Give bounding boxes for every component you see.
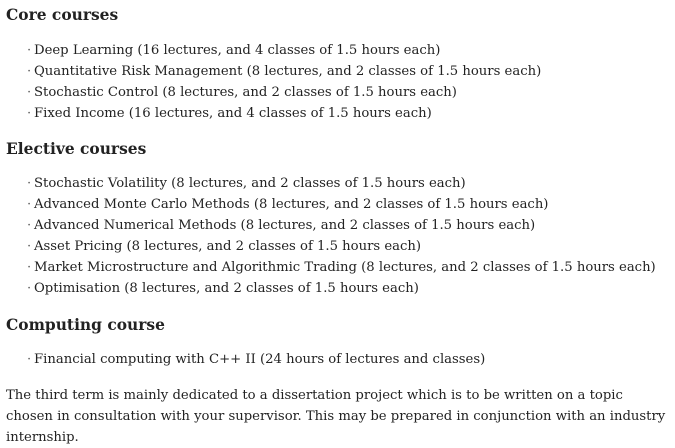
list-item xyxy=(27,40,541,61)
course-label: Fixed Income (16 lectures, and 4 classes of 1.5 hours each) xyxy=(34,106,432,121)
bullet-icon: · xyxy=(27,218,32,233)
bullet-icon: · xyxy=(27,176,32,191)
bullet-icon: · xyxy=(27,281,32,296)
course-label: Optimisation (8 lectures, and 2 classes of 1.5 hours each) xyxy=(34,281,419,296)
bullet-icon: · xyxy=(27,239,32,254)
third-term-paragraph: The third term is mainly dedicated to a dissertation project which is to be written on a topic chosen in consultation with your supervisor. This may be prepared in conjunction with an industry internship. xyxy=(6,388,666,445)
bullet-icon: · xyxy=(27,260,32,275)
list-item xyxy=(27,103,541,124)
course-label: Advanced Monte Carlo Methods (8 lectures, and 2 classes of 1.5 hours each) xyxy=(34,197,549,212)
course-label: Asset Pricing (8 lectures, and 2 classes of 1.5 hours each) xyxy=(34,239,422,254)
bullet-icon: · xyxy=(27,43,32,58)
list-item xyxy=(27,257,656,278)
bullet-icon: · xyxy=(27,85,32,100)
list-item xyxy=(27,278,656,299)
core-courses-list xyxy=(6,40,541,124)
computing-course-list xyxy=(6,349,485,370)
course-label: Quantitative Risk Management (8 lectures, and 2 classes of 1.5 hours each) xyxy=(34,64,542,79)
course-label: Stochastic Control (8 lectures, and 2 classes of 1.5 hours each) xyxy=(34,85,457,100)
list-item xyxy=(27,215,656,236)
course-label: Market Microstructure and Algorithmic Trading (8 lectures, and 2 classes of 1.5 hours each) xyxy=(34,260,656,275)
list-item xyxy=(27,173,656,194)
bullet-icon: · xyxy=(27,106,32,121)
core-courses-heading: Core courses xyxy=(6,6,119,24)
elective-courses-heading: Elective courses xyxy=(6,140,147,158)
bullet-icon: · xyxy=(27,352,32,367)
list-item xyxy=(27,82,541,103)
computing-course-heading: Computing course xyxy=(6,316,165,334)
list-item xyxy=(27,349,486,370)
list-item xyxy=(27,194,656,215)
course-label: Stochastic Volatility (8 lectures, and 2 classes of 1.5 hours each) xyxy=(34,176,466,191)
list-item xyxy=(27,61,542,82)
list-item xyxy=(27,236,656,257)
course-label: Deep Learning (16 lectures, and 4 classes of 1.5 hours each) xyxy=(34,43,441,58)
course-label: Financial computing with C++ II (24 hours of lectures and classes) xyxy=(34,352,486,367)
bullet-icon: · xyxy=(27,64,32,79)
course-label: Advanced Numerical Methods (8 lectures, and 2 classes of 1.5 hours each) xyxy=(34,218,536,233)
bullet-icon: · xyxy=(27,197,32,212)
elective-courses-list xyxy=(6,173,656,299)
